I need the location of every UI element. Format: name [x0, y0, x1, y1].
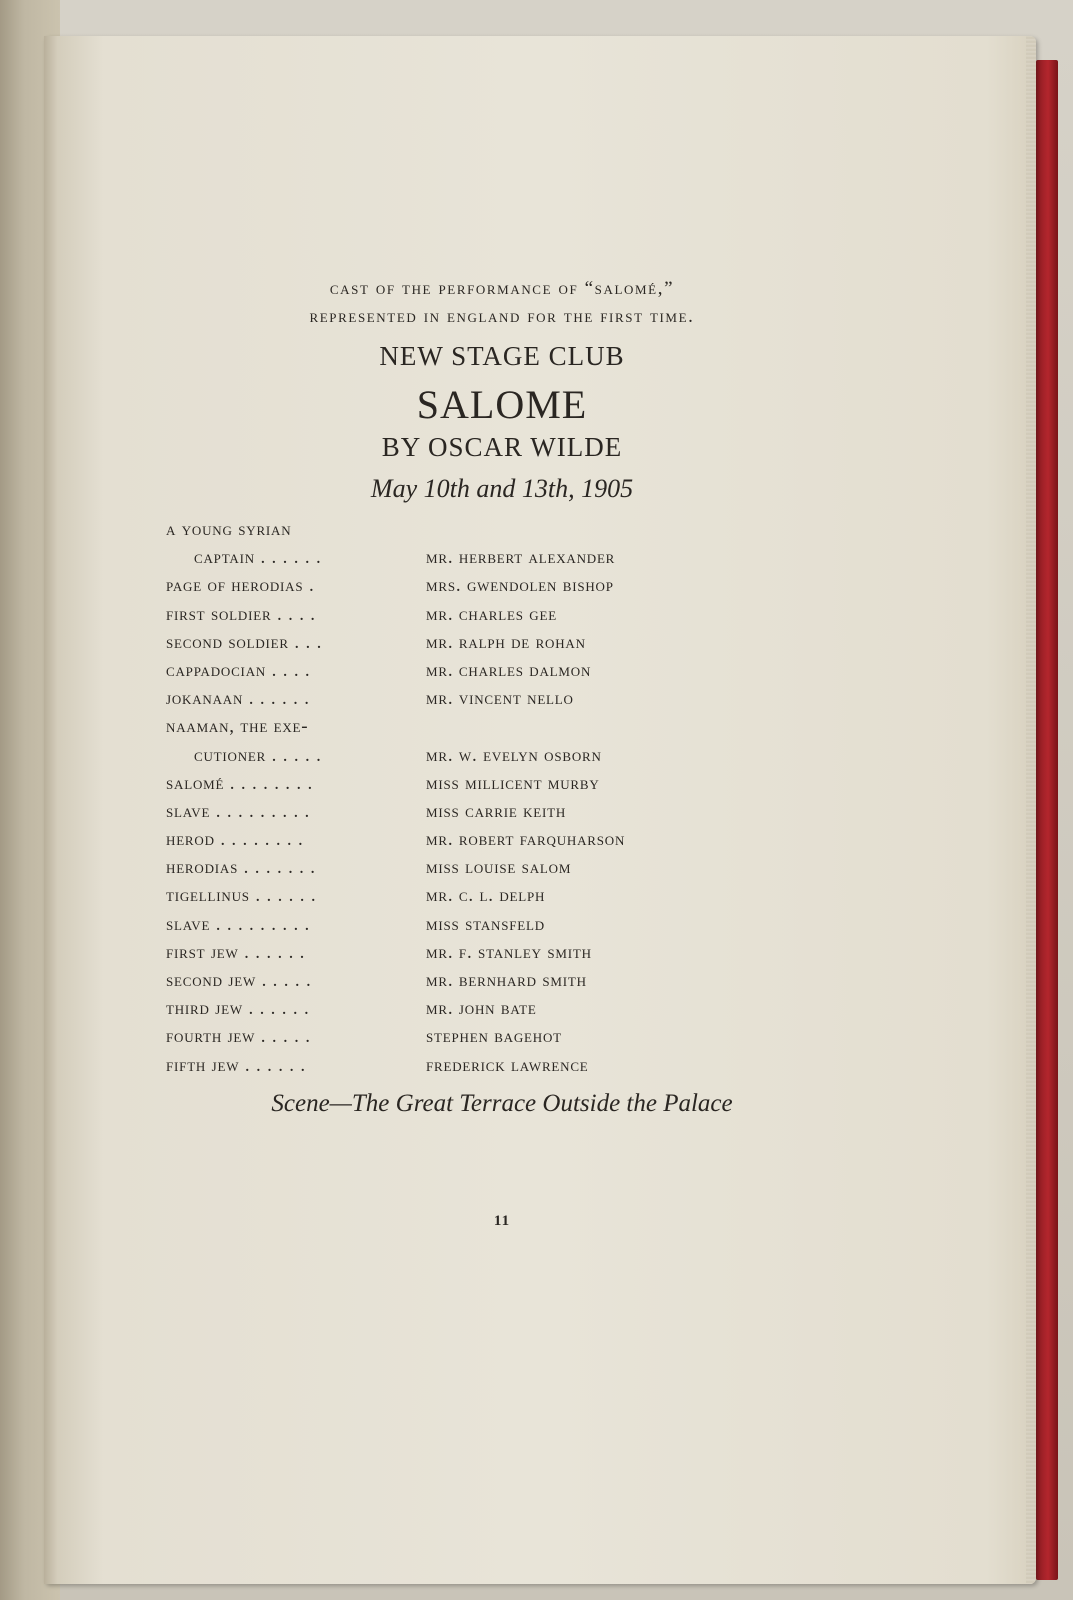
cast-row	[166, 770, 786, 798]
cast-row	[166, 798, 786, 826]
cast-actor: mr. charles dalmon	[426, 659, 592, 681]
cast-row	[166, 854, 786, 882]
play-title: SALOME	[416, 382, 588, 427]
cast-role: page of herodias .	[166, 575, 315, 597]
header-line-2: represented in england for the first time.	[309, 306, 695, 327]
cast-role: first jew . . . . . .	[166, 941, 306, 963]
scene-description: Scene—The Great Terrace Outside the Palace	[271, 1090, 733, 1117]
cast-role: first soldier . . . .	[166, 603, 316, 625]
cast-actor: stephen bagehot	[426, 1026, 562, 1048]
cast-row	[166, 629, 786, 657]
cast-role: second soldier . . .	[166, 631, 323, 653]
cast-role: salomé . . . . . . . .	[166, 772, 314, 794]
cast-role: captain . . . . . .	[194, 547, 322, 569]
cast-role: fifth jew . . . . . .	[166, 1054, 306, 1076]
cast-role: slave . . . . . . . . .	[166, 800, 311, 822]
cast-row	[166, 713, 786, 741]
cast-row	[166, 572, 786, 600]
cast-row	[166, 826, 786, 854]
page-edge	[1026, 36, 1036, 1584]
cast-row	[166, 601, 786, 629]
cast-actor: mr. john bate	[426, 998, 537, 1020]
page-number: 11	[493, 1213, 511, 1229]
cast-list	[166, 516, 786, 1080]
cast-actor: mr. herbert alexander	[426, 547, 616, 569]
cast-row	[166, 967, 786, 995]
header-line-1: cast of the performance of “salomé,”	[329, 278, 675, 299]
cast-role: herod . . . . . . . .	[166, 829, 304, 851]
cast-actor: mrs. gwendolen bishop	[426, 575, 614, 597]
cast-role: third jew . . . . . .	[166, 998, 310, 1020]
cast-role: herodias . . . . . . .	[166, 857, 316, 879]
book-page	[44, 36, 1036, 1584]
performance-date: May 10th and 13th, 1905	[370, 474, 634, 503]
cast-row	[166, 1023, 786, 1051]
cast-role: second jew . . . . .	[166, 970, 312, 991]
cast-row	[166, 939, 786, 967]
cast-role: cutioner . . . . .	[194, 744, 322, 766]
cast-role: cappadocian . . . .	[166, 659, 311, 681]
book-cover-right	[1036, 60, 1058, 1580]
cast-role: naaman, the exe-	[166, 716, 309, 738]
cast-row	[166, 544, 786, 572]
cast-row	[166, 911, 786, 939]
cast-actor: mr. bernhard smith	[426, 970, 587, 991]
cast-row	[166, 685, 786, 713]
cast-role: fourth jew . . . . .	[166, 1026, 311, 1048]
cast-row	[166, 995, 786, 1023]
cast-actor: mr. w. evelyn osborn	[426, 744, 602, 766]
cast-row	[166, 516, 786, 544]
club-name: NEW STAGE CLUB	[379, 341, 625, 371]
cast-actor: miss millicent murby	[426, 772, 600, 794]
cast-role: slave . . . . . . . . .	[166, 913, 311, 935]
cast-role: a young syrian	[166, 519, 292, 540]
cast-row	[166, 657, 786, 685]
cast-actor: miss louise salom	[426, 857, 572, 879]
cast-actor: mr. ralph de rohan	[426, 631, 586, 653]
cast-actor: mr. robert farquharson	[426, 829, 626, 851]
cast-role: jokanaan . . . . . .	[166, 688, 310, 710]
cast-row	[166, 882, 786, 910]
cast-actor: mr. charles gee	[426, 603, 557, 625]
play-author: BY OSCAR WILDE	[381, 432, 623, 462]
cast-actor: mr. c. l. delph	[426, 885, 546, 907]
cast-actor: mr. vincent nello	[426, 688, 574, 710]
cast-actor: frederick lawrence	[426, 1054, 589, 1076]
cast-row	[166, 1052, 786, 1080]
cast-row	[166, 742, 786, 770]
cast-role: tigellinus . . . . . .	[166, 885, 317, 907]
cast-actor: mr. f. stanley smith	[426, 941, 592, 963]
cast-actor: miss stansfeld	[426, 913, 545, 935]
cast-actor: miss carrie keith	[426, 800, 567, 822]
page-gutter	[44, 36, 58, 1584]
